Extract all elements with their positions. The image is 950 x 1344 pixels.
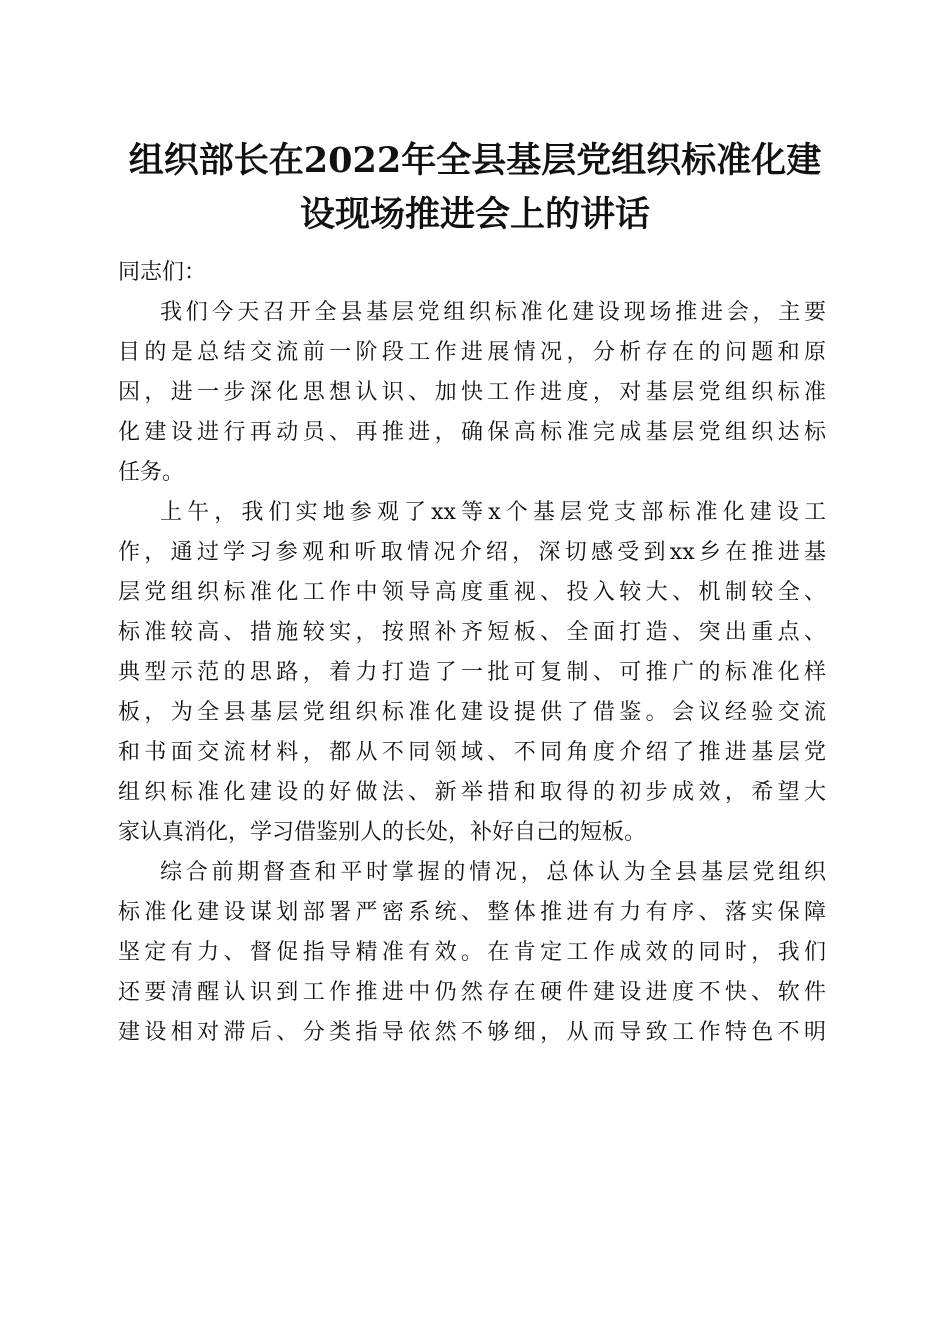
title-line: 设现场推进会上的讲话 xyxy=(299,194,650,235)
paragraph-line: 任务。 xyxy=(118,460,185,485)
paragraph-line: 和书面交流材料，都从不同领域、不同角度介绍了推进基层党 xyxy=(118,740,826,765)
paragraph-1 xyxy=(118,293,826,493)
paragraph-line: 我们今天召开全县基层党组织标准化建设现场推进会，主要 xyxy=(160,300,826,325)
paragraph-line: 化建设进行再动员、再推进，确保高标准完成基层党组织达标 xyxy=(118,420,826,445)
document-body xyxy=(118,253,826,1053)
paragraph-line: 典型示范的思路，着力打造了一批可复制、可推广的标准化样 xyxy=(118,660,826,685)
paragraph-line: 标准化建设谋划部署严密系统、整体推进有力有序、落实保障 xyxy=(118,900,826,925)
paragraph-line: 还要清醒认识到工作推进中仍然存在硬件建设进度不快、软件 xyxy=(118,980,826,1005)
paragraph-3 xyxy=(118,853,826,1053)
paragraph-line: 上午，我们实地参观了xx等x个基层党支部标准化建设工 xyxy=(160,500,826,525)
paragraph-line: 层党组织标准化工作中领导高度重视、投入较大、机制较全、 xyxy=(118,580,826,605)
paragraph-line: 组织标准化建设的好做法、新举措和取得的初步成效，希望大 xyxy=(118,780,826,805)
salutation: 同志们： xyxy=(118,260,207,285)
paragraph-line: 标准较高、措施较实，按照补齐短板、全面打造、突出重点、 xyxy=(118,620,826,645)
paragraph-line: 建设相对滞后、分类指导依然不够细，从而导致工作特色不明 xyxy=(118,1020,826,1045)
document-title xyxy=(100,134,850,242)
paragraph-line: 目的是总结交流前一阶段工作进展情况，分析存在的问题和原 xyxy=(118,340,826,365)
paragraph-line: 因，进一步深化思想认识、加快工作进度，对基层党组织标准 xyxy=(118,380,826,405)
paragraph-line: 坚定有力、督促指导精准有效。在肯定工作成效的同时，我们 xyxy=(118,940,826,965)
paragraph-line: 作，通过学习参观和听取情况介绍，深切感受到xx乡在推进基 xyxy=(118,540,826,565)
paragraph-line: 家认真消化，学习借鉴别人的长处，补好自己的短板。 xyxy=(118,820,647,845)
title-line: 组织部长在2022年全县基层党组织标准化建 xyxy=(128,140,822,181)
paragraph-line: 综合前期督查和平时掌握的情况，总体认为全县基层党组织 xyxy=(160,860,826,885)
paragraph-line: 板，为全县基层党组织标准化建设提供了借鉴。会议经验交流 xyxy=(118,700,826,725)
paragraph-2 xyxy=(118,493,826,853)
